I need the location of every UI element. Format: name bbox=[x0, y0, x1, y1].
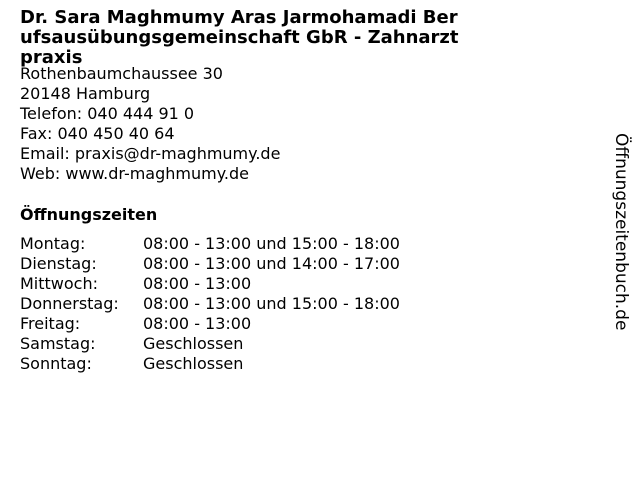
fax-number: Fax: 040 450 40 64 bbox=[20, 124, 175, 143]
hours-row-sunday bbox=[20, 354, 400, 374]
hours-time: 08:00 - 13:00 bbox=[143, 274, 252, 293]
hours-day: Sonntag: bbox=[20, 354, 92, 373]
hours-time: 08:00 - 13:00 und 14:00 - 17:00 bbox=[143, 254, 400, 273]
street-address: Rothenbaumchaussee 30 bbox=[20, 64, 223, 83]
hours-day: Mittwoch: bbox=[20, 274, 98, 293]
email-address: Email: praxis@dr-maghmumy.de bbox=[20, 144, 281, 163]
hours-day: Dienstag: bbox=[20, 254, 97, 273]
hours-time: Geschlossen bbox=[143, 334, 244, 353]
hours-row-thursday bbox=[20, 294, 400, 314]
hours-time: 08:00 - 13:00 und 15:00 - 18:00 bbox=[143, 234, 400, 253]
hours-day: Samstag: bbox=[20, 334, 96, 353]
hours-time: 08:00 - 13:00 und 15:00 - 18:00 bbox=[143, 294, 400, 313]
phone-number: Telefon: 040 444 91 0 bbox=[20, 104, 195, 123]
practice-card bbox=[20, 0, 600, 480]
city-postal: 20148 Hamburg bbox=[20, 84, 151, 103]
watermark-site-name: Öffnungszeitenbuch.de bbox=[611, 133, 631, 331]
hours-day: Donnerstag: bbox=[20, 294, 119, 313]
hours-time: 08:00 - 13:00 bbox=[143, 314, 252, 333]
hours-row-saturday bbox=[20, 334, 400, 354]
hours-day: Freitag: bbox=[20, 314, 81, 333]
opening-hours-heading: Öffnungszeiten bbox=[20, 205, 158, 224]
practice-name: Dr. Sara Maghmumy Aras Jarmohamadi Berufsausübungsgemeinschaft GbR - Zahnarztpraxis bbox=[20, 7, 459, 68]
hours-row-friday bbox=[20, 314, 400, 334]
opening-hours-table bbox=[20, 234, 400, 374]
hours-time: Geschlossen bbox=[143, 354, 244, 373]
hours-day: Montag: bbox=[20, 234, 86, 253]
hours-row-wednesday bbox=[20, 274, 400, 294]
website: Web: www.dr-maghmumy.de bbox=[20, 164, 249, 183]
contact-block bbox=[20, 64, 280, 184]
hours-row-monday bbox=[20, 234, 400, 254]
hours-row-tuesday bbox=[20, 254, 400, 274]
